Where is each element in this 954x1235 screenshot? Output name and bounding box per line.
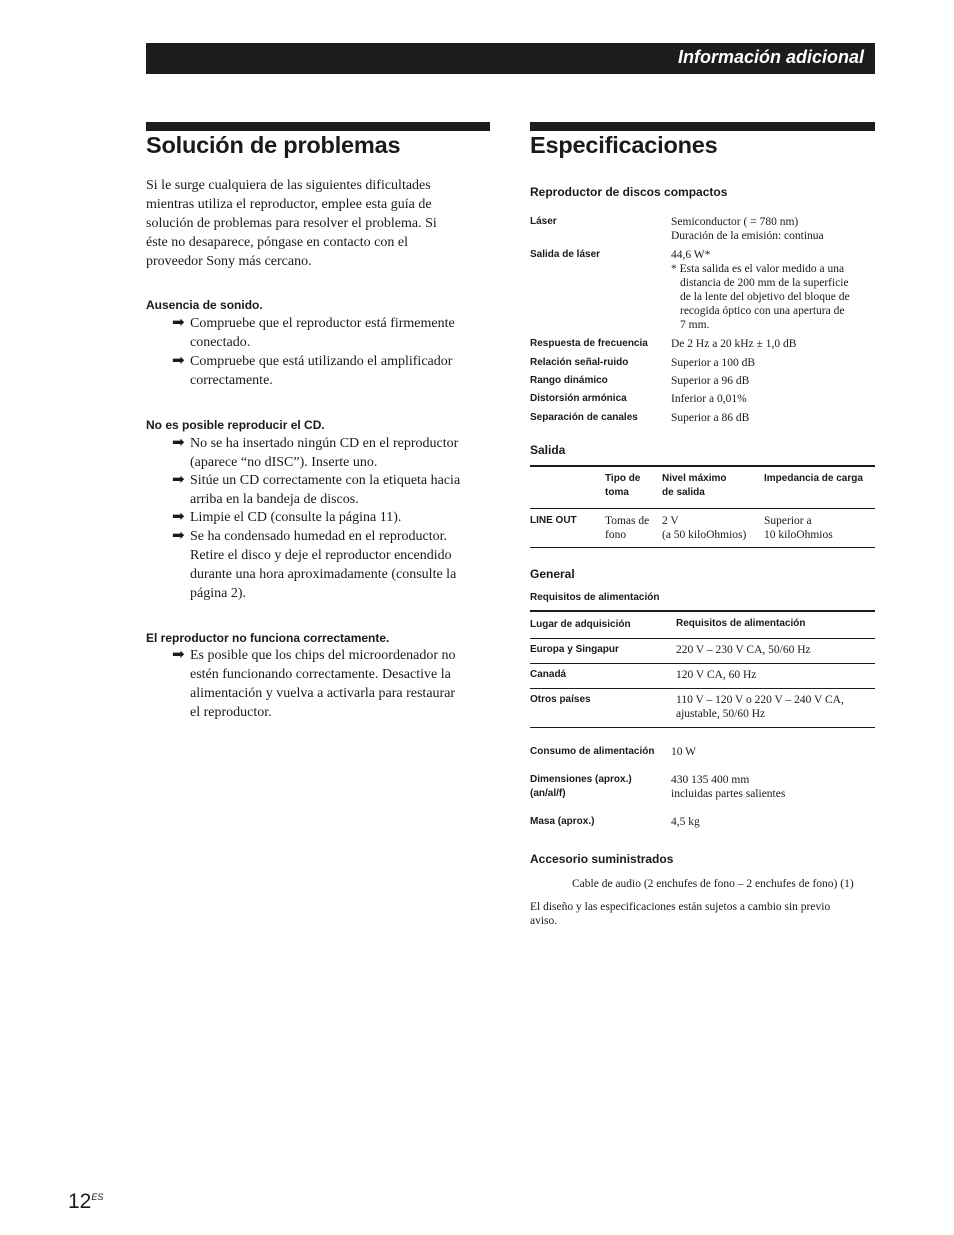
arrow-right-icon: ➡ (172, 472, 185, 488)
power-column-header: Requisitos de alimentación (676, 618, 806, 629)
output-cell: Tomas de fono (605, 515, 650, 541)
intro-line: solución de problemas para resolver el problema. Si (146, 216, 437, 231)
solution-item: ➡ Compruebe que el reproductor está firmemente conectado. (172, 315, 455, 350)
right-title-rule (530, 122, 875, 131)
spec-value: Superior a 96 dB (671, 375, 750, 387)
solution-item: ➡ Limpie el CD (consulte la página 11). (172, 509, 402, 525)
output-column-header: Tipo de toma (605, 473, 641, 498)
table-rule (530, 663, 875, 664)
spec-label: Salida de láser (530, 249, 601, 260)
spec-value: De 2 Hz a 20 kHz ± 1,0 dB (671, 338, 797, 350)
spec-label: Distorsión armónica (530, 393, 627, 404)
spec-value: 44,6 W* * Esta salida es el valor medido a una distancia de 200 mm de la superficie de la lente del objetivo del bloque de recogida óptico con una apertura de 7 mm. (671, 248, 875, 332)
arrow-right-icon: ➡ (172, 353, 185, 369)
left-title-rule (146, 122, 490, 131)
spec-label: Respuesta de frecuencia (530, 338, 648, 349)
table-rule (530, 688, 875, 689)
output-row-name: LINE OUT (530, 515, 577, 526)
spec-label: Relación señal-ruido (530, 357, 629, 368)
output-cell: Superior a 10 kiloOhmios (764, 515, 833, 541)
section-header-band (146, 43, 875, 74)
output-cell: 2 V (a 50 kiloOhmios) (662, 515, 747, 541)
output-heading: Salida (530, 443, 566, 457)
problem-heading: Ausencia de sonido. (146, 298, 263, 312)
intro-line: mientras utiliza el reproductor, emplee esta guía de (146, 197, 432, 212)
general-heading: General (530, 567, 575, 581)
accessories-heading: Accesorio suministrados (530, 852, 674, 866)
output-column-header: Nivel máximo de salida (662, 473, 727, 498)
spec-label: Láser (530, 216, 557, 227)
arrow-right-icon: ➡ (172, 435, 185, 451)
solution-item: ➡ Se ha condensado humedad en el reproductor. Retire el disco y deje el reproductor encendido durante una hora aproximadamente (consulte la página 2). (172, 528, 457, 601)
arrow-right-icon: ➡ (172, 315, 185, 331)
table-rule-bottom (530, 727, 875, 728)
spec-value: Semiconductor ( = 780 nm) Duración de la emisión: continua (671, 216, 824, 242)
power-row-req: 120 V CA, 60 Hz (676, 669, 757, 681)
power-column-header: Lugar de adquisición (530, 619, 631, 630)
page-language-code: ES (91, 1192, 104, 1202)
arrow-right-icon: ➡ (172, 647, 185, 663)
spec-value: Superior a 100 dB (671, 357, 756, 369)
spec-value: Superior a 86 dB (671, 412, 750, 424)
spec-label: Separación de canales (530, 412, 638, 423)
solution-item: ➡ Es posible que los chips del microordenador no estén funcionando correctamente. Desactive la alimentación y vuelva a activarla para restaurar el reproductor. (172, 647, 456, 720)
table-rule-bottom (530, 547, 875, 548)
table-rule (530, 508, 875, 509)
solution-item: ➡ Sitúe un CD correctamente con la etiqueta hacia arriba en la bandeja de discos. (172, 472, 461, 507)
section-title: Información adicional (677, 47, 864, 67)
spec-value: 10 W (671, 746, 697, 758)
accessory-item: Cable de audio (2 enchufes de fono – 2 enchufes de fono) (1) (572, 878, 854, 890)
solution-item: ➡ No se ha insertado ningún CD en el reproductor (aparece “no dISC”). Inserte uno. (172, 435, 459, 470)
power-row-req: 110 V – 120 V o 220 V – 240 V CA, ajustable, 50/60 Hz (676, 694, 844, 720)
solution-item: ➡ Compruebe que está utilizando el amplificador correctamente. (172, 353, 453, 388)
troubleshooting-title: Solución de problemas (146, 132, 401, 158)
power-row-place: Canadá (530, 669, 567, 680)
page-number: $12^{ES}$ (68, 1190, 104, 1213)
cd-player-heading: Reproductor de discos compactos (530, 185, 728, 199)
problem-heading: No es posible reproducir el CD. (146, 418, 325, 432)
table-rule-top (530, 465, 875, 467)
troubleshooting-intro (146, 176, 490, 271)
spec-label: Masa (aprox.) (530, 816, 595, 827)
spec-label: Consumo de alimentación (530, 746, 655, 757)
problem-heading: El reproductor no funciona correctamente. (146, 631, 390, 645)
power-row-req: 220 V – 230 V CA, 50/60 Hz (676, 644, 811, 656)
arrow-right-icon: ➡ (172, 528, 185, 544)
output-column-header: Impedancia de carga (764, 473, 863, 484)
spec-value: 430 135 400 mm incluidas partes salientes (671, 774, 786, 800)
spec-value: 4,5 kg (671, 816, 700, 828)
arrow-right-icon: ➡ (172, 509, 185, 525)
specifications-title: Especificaciones (530, 132, 718, 158)
disclaimer: El diseño y las especificaciones están sujetos a cambio sin previo aviso. (530, 901, 831, 927)
intro-line: éste no desaparece, póngase en contacto con el (146, 235, 408, 250)
spec-value: Inferior a 0,01% (671, 393, 747, 405)
power-requirements-heading: Requisitos de alimentación (530, 592, 660, 603)
spec-label: Rango dinámico (530, 375, 608, 386)
table-rule-top (530, 610, 875, 612)
power-row-place: Europa y Singapur (530, 644, 619, 655)
power-row-place: Otros países (530, 694, 591, 705)
spec-label: Dimensiones (aprox.) (an/al/f) (530, 774, 632, 799)
intro-line: proveedor Sony más cercano. (146, 254, 312, 269)
spec-footnote: * Esta salida es el valor medido a una distancia de 200 mm de la superficie de la lente del objetivo del bloque de recogida óptico con una apertura de 7 mm. (671, 263, 850, 331)
intro-line: Si le surge cualquiera de las siguientes dificultades (146, 178, 431, 193)
table-rule (530, 638, 875, 639)
